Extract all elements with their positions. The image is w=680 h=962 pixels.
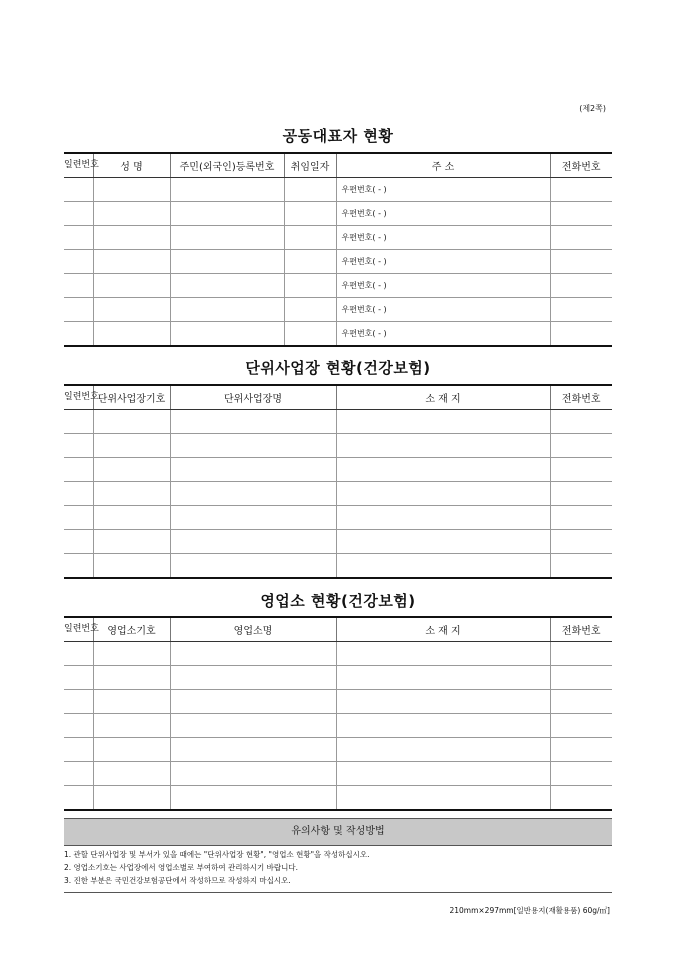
- table-row: [64, 178, 612, 202]
- table-row: [64, 786, 612, 811]
- table-cell[interactable]: [64, 666, 93, 690]
- header-unit-name: 단위사업장명: [170, 385, 336, 410]
- table-cell[interactable]: [93, 714, 170, 738]
- table-cell[interactable]: [550, 202, 612, 226]
- notes-heading: 유의사항 및 작성방법: [64, 818, 612, 846]
- address-cell[interactable]: [336, 226, 550, 250]
- table-row: [64, 410, 612, 434]
- table-cell[interactable]: [336, 690, 550, 714]
- table-cell[interactable]: [336, 506, 550, 530]
- table-cell[interactable]: [93, 434, 170, 458]
- table-row: [64, 642, 612, 666]
- table-cell[interactable]: [170, 642, 336, 666]
- table-cell[interactable]: [64, 274, 93, 298]
- table-cell[interactable]: [336, 762, 550, 786]
- table-cell[interactable]: [93, 274, 170, 298]
- table-row: [64, 506, 612, 530]
- table-cell[interactable]: [93, 738, 170, 762]
- postal-code-label: 우편번호( - ): [341, 185, 387, 194]
- table-cell[interactable]: [336, 554, 550, 579]
- table-cell[interactable]: [550, 714, 612, 738]
- table-row: [64, 274, 612, 298]
- table-cell[interactable]: [64, 786, 93, 811]
- table-cell[interactable]: [550, 434, 612, 458]
- table-cell[interactable]: [170, 738, 336, 762]
- table-cell[interactable]: [550, 226, 612, 250]
- table-cell[interactable]: [550, 530, 612, 554]
- table-cell[interactable]: [93, 762, 170, 786]
- table-cell[interactable]: [550, 298, 612, 322]
- table-row: [64, 458, 612, 482]
- table-cell[interactable]: [64, 482, 93, 506]
- table-row: [64, 322, 612, 347]
- table-cell[interactable]: [93, 690, 170, 714]
- table-cell[interactable]: [170, 202, 284, 226]
- table-cell[interactable]: [93, 410, 170, 434]
- header-registration-number: 주민(외국인)등록번호: [170, 153, 284, 178]
- table-cell[interactable]: [336, 530, 550, 554]
- header-phone: 전화번호: [550, 617, 612, 642]
- table-cell[interactable]: [93, 250, 170, 274]
- address-cell[interactable]: [336, 178, 550, 202]
- table-header-row: [64, 617, 612, 642]
- table-cell[interactable]: [284, 250, 336, 274]
- table-cell[interactable]: [64, 434, 93, 458]
- table-cell[interactable]: [284, 322, 336, 347]
- header-name: 성 명: [93, 153, 170, 178]
- section2-title: 단위사업장 현황(건강보험): [245, 359, 431, 377]
- address-cell[interactable]: [336, 322, 550, 347]
- table-header-row: [64, 153, 612, 178]
- co-representative-table: [64, 152, 612, 347]
- header-phone: 전화번호: [550, 385, 612, 410]
- table-row: [64, 482, 612, 506]
- table-cell[interactable]: [284, 274, 336, 298]
- table-cell[interactable]: [170, 226, 284, 250]
- table-cell[interactable]: [93, 322, 170, 347]
- table-cell[interactable]: [170, 530, 336, 554]
- table-cell[interactable]: [64, 322, 93, 347]
- table-cell[interactable]: [64, 530, 93, 554]
- table-row: [64, 530, 612, 554]
- postal-code-label: 우편번호( - ): [341, 329, 387, 338]
- table-cell[interactable]: [64, 410, 93, 434]
- postal-code-label: 우편번호( - ): [341, 281, 387, 290]
- header-location: 소 재 지: [336, 617, 550, 642]
- header-branch-code: 영업소기호: [93, 617, 170, 642]
- table-row: [64, 666, 612, 690]
- address-cell[interactable]: [336, 298, 550, 322]
- postal-code-label: 우편번호( - ): [341, 305, 387, 314]
- table-cell[interactable]: [170, 250, 284, 274]
- table-cell[interactable]: [550, 274, 612, 298]
- table-cell[interactable]: [93, 554, 170, 579]
- postal-code-label: 우편번호( - ): [341, 257, 387, 266]
- table-cell[interactable]: [93, 178, 170, 202]
- table-cell[interactable]: [170, 298, 284, 322]
- address-cell[interactable]: [336, 274, 550, 298]
- table-cell[interactable]: [64, 762, 93, 786]
- table-cell[interactable]: [64, 714, 93, 738]
- table-cell[interactable]: [336, 738, 550, 762]
- table-cell[interactable]: [64, 738, 93, 762]
- table-cell[interactable]: [64, 298, 93, 322]
- table-cell[interactable]: [170, 434, 336, 458]
- table-cell[interactable]: [170, 482, 336, 506]
- table-cell[interactable]: [64, 642, 93, 666]
- table-cell[interactable]: [93, 666, 170, 690]
- table-cell[interactable]: [170, 410, 336, 434]
- table-cell[interactable]: [93, 226, 170, 250]
- table-cell[interactable]: [336, 786, 550, 811]
- header-location: 소 재 지: [336, 385, 550, 410]
- table-cell[interactable]: [170, 714, 336, 738]
- table-cell[interactable]: [64, 458, 93, 482]
- address-cell[interactable]: [336, 250, 550, 274]
- table-cell[interactable]: [93, 506, 170, 530]
- table-cell[interactable]: [336, 714, 550, 738]
- table-row: [64, 690, 612, 714]
- address-cell[interactable]: [336, 202, 550, 226]
- table-cell[interactable]: [550, 506, 612, 530]
- table-cell[interactable]: [550, 642, 612, 666]
- table-cell[interactable]: [550, 410, 612, 434]
- table-row: [64, 298, 612, 322]
- table-cell[interactable]: [336, 434, 550, 458]
- table-cell[interactable]: [93, 786, 170, 811]
- page-number-label: (제2쪽): [579, 104, 606, 113]
- table-row: [64, 226, 612, 250]
- table-row: [64, 202, 612, 226]
- table-cell[interactable]: [284, 226, 336, 250]
- table-cell[interactable]: [284, 178, 336, 202]
- table-cell[interactable]: [93, 458, 170, 482]
- table-cell[interactable]: [64, 506, 93, 530]
- table-header-row: [64, 385, 612, 410]
- table-cell[interactable]: [284, 298, 336, 322]
- table-cell[interactable]: [64, 202, 93, 226]
- header-serial: 일련번호: [64, 385, 93, 410]
- note-item: 2. 영업소기호는 사업장에서 영업소별로 부여하여 관리하시기 바랍니다.: [64, 863, 298, 872]
- notes-divider: [64, 892, 612, 893]
- branch-office-table: [64, 616, 612, 811]
- header-serial: 일련번호: [64, 617, 93, 642]
- table-cell[interactable]: [64, 178, 93, 202]
- table-cell[interactable]: [170, 786, 336, 811]
- table-cell[interactable]: [64, 554, 93, 579]
- table-cell[interactable]: [170, 274, 284, 298]
- note-item: 3. 진한 부분은 국민건강보험공단에서 작성하므로 작성하지 마십시오.: [64, 876, 291, 885]
- notes-list: [64, 848, 612, 887]
- table-cell[interactable]: [170, 690, 336, 714]
- table-cell[interactable]: [170, 178, 284, 202]
- table-cell[interactable]: [93, 482, 170, 506]
- table-cell[interactable]: [170, 666, 336, 690]
- table-cell[interactable]: [336, 410, 550, 434]
- table-cell[interactable]: [170, 762, 336, 786]
- table-cell[interactable]: [93, 202, 170, 226]
- unit-workplace-table: [64, 384, 612, 579]
- table-cell[interactable]: [336, 666, 550, 690]
- header-appointment-date: 취임일자: [284, 153, 336, 178]
- table-cell[interactable]: [550, 458, 612, 482]
- table-cell[interactable]: [284, 202, 336, 226]
- table-cell[interactable]: [170, 506, 336, 530]
- table-row: [64, 554, 612, 579]
- table-cell[interactable]: [64, 690, 93, 714]
- header-branch-name: 영업소명: [170, 617, 336, 642]
- table-cell[interactable]: [64, 250, 93, 274]
- note-item: 1. 관할 단위사업장 및 부서가 있을 때에는 "단위사업장 현황", "영업소 현황"을 작성하십시오.: [64, 850, 370, 859]
- postal-code-label: 우편번호( - ): [341, 233, 387, 242]
- table-row: [64, 738, 612, 762]
- header-unit-code: 단위사업장기호: [93, 385, 170, 410]
- table-cell[interactable]: [550, 322, 612, 347]
- table-cell[interactable]: [550, 482, 612, 506]
- header-address: 주 소: [336, 153, 550, 178]
- table-cell[interactable]: [170, 554, 336, 579]
- table-cell[interactable]: [336, 642, 550, 666]
- table-cell[interactable]: [93, 642, 170, 666]
- section3-title: 영업소 현황(건강보험): [260, 592, 416, 610]
- table-cell[interactable]: [550, 762, 612, 786]
- table-cell[interactable]: [550, 178, 612, 202]
- table-cell[interactable]: [550, 786, 612, 811]
- table-cell[interactable]: [64, 226, 93, 250]
- table-cell[interactable]: [550, 554, 612, 579]
- paper-spec-footer: 210mm×297mm[일반용지(재활용품) 60g/㎡]: [449, 906, 610, 915]
- table-cell[interactable]: [550, 250, 612, 274]
- table-cell[interactable]: [550, 666, 612, 690]
- table-cell[interactable]: [336, 482, 550, 506]
- table-row: [64, 714, 612, 738]
- header-serial: 일련번호: [64, 153, 93, 178]
- table-cell[interactable]: [550, 690, 612, 714]
- table-cell[interactable]: [550, 738, 612, 762]
- table-row: [64, 250, 612, 274]
- table-cell[interactable]: [336, 458, 550, 482]
- header-phone: 전화번호: [550, 153, 612, 178]
- table-cell[interactable]: [170, 458, 336, 482]
- section1-title: 공동대표자 현황: [282, 127, 394, 145]
- postal-code-label: 우편번호( - ): [341, 209, 387, 218]
- table-row: [64, 762, 612, 786]
- table-cell[interactable]: [93, 530, 170, 554]
- table-cell[interactable]: [93, 298, 170, 322]
- table-row: [64, 434, 612, 458]
- table-cell[interactable]: [170, 322, 284, 347]
